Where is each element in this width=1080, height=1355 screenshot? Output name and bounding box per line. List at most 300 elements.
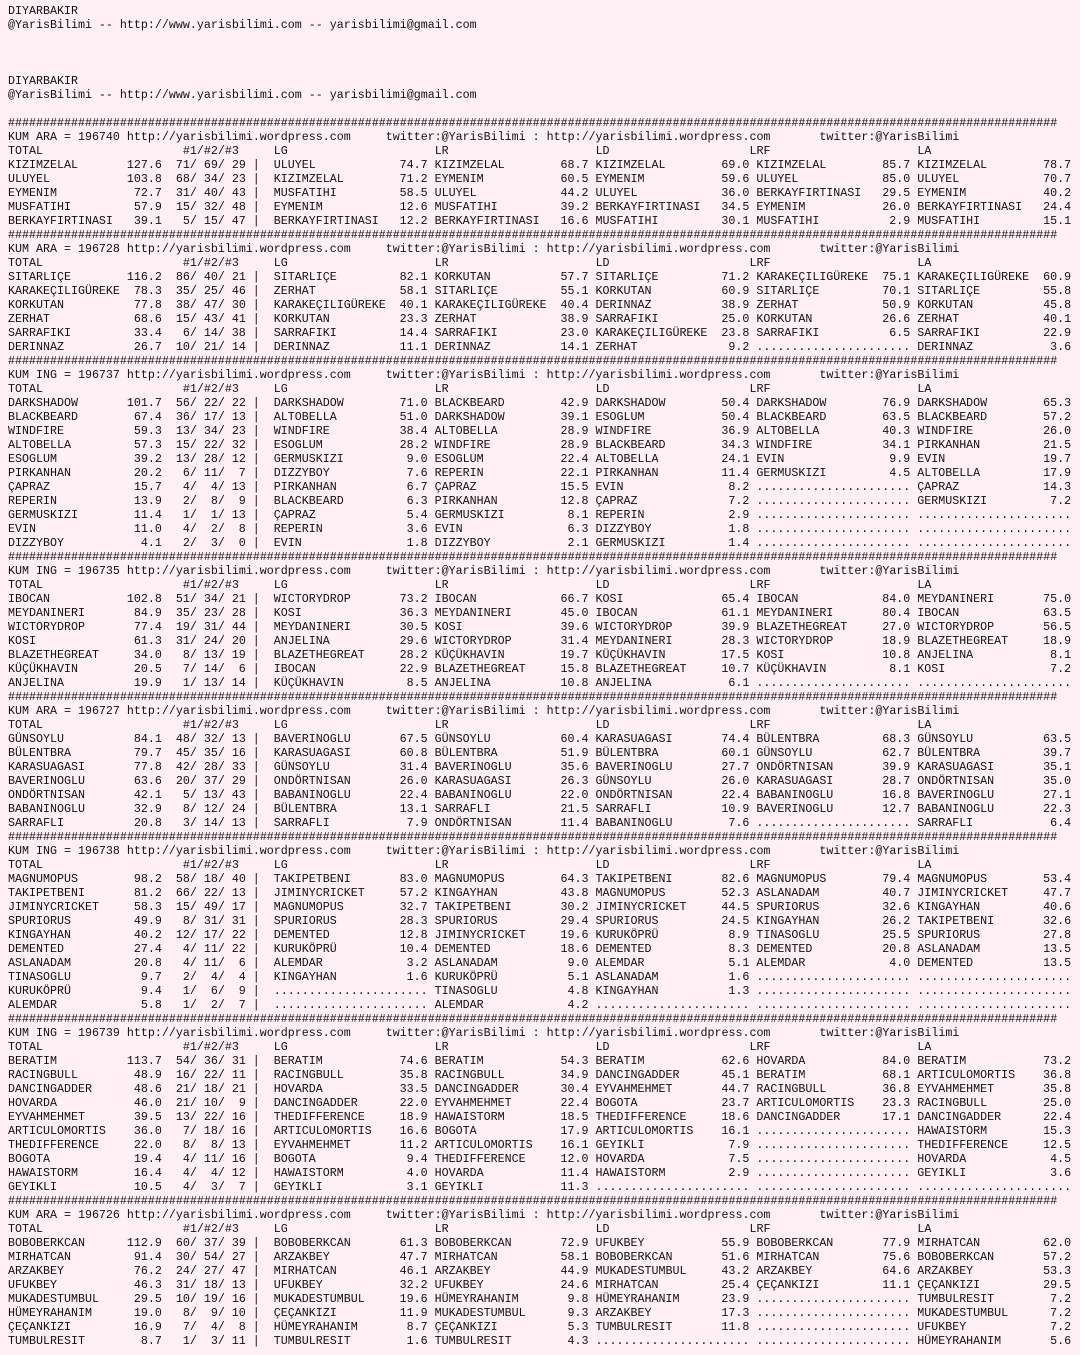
lrf-entry	[756, 186, 910, 200]
lr-entry	[435, 662, 589, 676]
lr-score: 54.3	[560, 1054, 589, 1068]
result-row	[8, 1082, 1080, 1096]
total-name: TAKIPETBENI	[8, 886, 85, 900]
la-entry	[917, 956, 1071, 970]
lr-name: KORKUTAN	[434, 270, 491, 284]
lg-score: 7.9	[406, 816, 428, 830]
total-name: BLAZETHEGREAT	[8, 648, 99, 662]
lrf-entry	[756, 732, 910, 746]
lrf-score: 4.5	[889, 466, 911, 480]
la-entry	[917, 1166, 1071, 1180]
ld-entry	[596, 760, 750, 774]
lg-score: 16.6	[399, 1124, 428, 1138]
la-name: ONDÖRTNISAN	[917, 774, 995, 788]
ld-entry	[596, 802, 750, 816]
la-name: HÜMEYRAHANIM	[917, 1334, 1002, 1348]
lr-entry	[435, 466, 589, 480]
ld-entry	[596, 900, 750, 914]
lg-name: DIZZYBOY	[273, 466, 330, 480]
lr-score: 72.9	[560, 1236, 589, 1250]
result-row	[8, 1152, 1080, 1166]
result-row	[8, 928, 1080, 942]
lr-score: 30.4	[560, 1082, 589, 1096]
column-headers	[8, 144, 1080, 158]
lr-name: BLAZETHEGREAT	[434, 662, 526, 676]
lg-name: ÇEÇANKIZI	[273, 1306, 337, 1320]
header-lg: LG	[273, 256, 288, 270]
lg-score: 33.5	[399, 1082, 428, 1096]
lr-name: WINDFIRE	[434, 438, 491, 452]
lg-score: 58.5	[399, 186, 428, 200]
placings: 68/ 34/ 23	[175, 172, 246, 186]
column-divider: |	[252, 494, 260, 508]
lg-score: 71.0	[399, 396, 428, 410]
total-score: 78.3	[133, 284, 162, 298]
blank-line	[8, 102, 1080, 116]
la-name: ZERHAT	[917, 312, 960, 326]
lg-name: MAGNUMOPUS	[273, 900, 344, 914]
placings: 2/ 8/ 9	[182, 494, 246, 508]
lrf-name: IBOCAN	[756, 592, 799, 606]
la-entry	[917, 200, 1071, 214]
ld-score: 74.4	[721, 732, 750, 746]
result-row	[8, 326, 1080, 340]
lrf-entry	[756, 438, 910, 452]
la-name: BLACKBEARD	[917, 410, 988, 424]
ld-entry	[596, 746, 750, 760]
ld-entry	[596, 214, 750, 228]
column-divider: |	[252, 200, 260, 214]
total-name: KARASUAGASI	[8, 760, 85, 774]
ld-score: 50.4	[721, 396, 750, 410]
la-entry	[917, 662, 1071, 676]
lrf-name: KOSI	[756, 648, 785, 662]
lrf-entry	[756, 872, 910, 886]
la-entry	[917, 886, 1071, 900]
lg-score: 36.3	[399, 606, 428, 620]
lr-score: 18.5	[560, 1110, 589, 1124]
total-score: 72.7	[133, 186, 162, 200]
lg-entry	[274, 648, 428, 662]
la-score: 57.2	[1043, 410, 1072, 424]
lr-score: 29.4	[560, 914, 589, 928]
lg-name: TUMBULRESIT	[273, 1334, 351, 1348]
placings: 4/ 11/ 16	[182, 1152, 246, 1166]
ld-score: 6.1	[728, 676, 750, 690]
la-score: 17.9	[1043, 466, 1072, 480]
lr-score: 11.4	[560, 816, 589, 830]
la-score: 39.7	[1043, 746, 1072, 760]
lg-score: 1.6	[406, 1334, 428, 1348]
ld-entry	[596, 592, 750, 606]
total-name: EVIN	[8, 522, 36, 536]
lg-name: ANJELINA	[273, 634, 330, 648]
total-name: KURUKÖPRÜ	[8, 984, 71, 998]
result-row	[8, 1320, 1080, 1334]
ld-score: 45.1	[721, 1068, 750, 1082]
lg-score: 9.4	[406, 1152, 428, 1166]
lg-score: 28.3	[399, 914, 428, 928]
la-name: JIMINYCRICKET	[917, 886, 1009, 900]
lrf-empty-filler: ......................	[756, 970, 911, 984]
la-score: 4.5	[1050, 1152, 1072, 1166]
lrf-name: ARTICULOMORTIS	[756, 1096, 855, 1110]
lr-name: ÇAPRAZ	[434, 480, 477, 494]
site-title: DIYARBAKIR	[8, 74, 78, 88]
column-divider: |	[252, 788, 260, 802]
lrf-name: DANCINGADDER	[756, 1110, 841, 1124]
result-row	[8, 1180, 1080, 1194]
placings: 10/ 19/ 16	[175, 1292, 246, 1306]
lg-entry	[274, 1152, 428, 1166]
lg-name: KINGAYHAN	[273, 970, 337, 984]
la-score: 53.3	[1043, 1264, 1072, 1278]
la-entry	[917, 1138, 1071, 1152]
la-score: 56.5	[1043, 620, 1072, 634]
la-name: ÇAPRAZ	[917, 480, 960, 494]
total-score: 32.9	[133, 802, 162, 816]
lrf-score: 34.1	[882, 438, 911, 452]
lg-entry	[274, 774, 428, 788]
la-entry	[917, 1278, 1071, 1292]
ld-score: 38.9	[721, 298, 750, 312]
result-row	[8, 1334, 1080, 1348]
la-score: 12.5	[1043, 1138, 1072, 1152]
lg-name: HOVARDA	[273, 1082, 323, 1096]
lg-score: 4.0	[406, 1166, 428, 1180]
lrf-score: 28.7	[882, 774, 911, 788]
la-name: SARRAFLI	[917, 816, 974, 830]
race-id: KUM ING = 196737	[8, 368, 120, 382]
lg-score: 82.1	[399, 270, 428, 284]
la-name: KARASUAGASI	[917, 760, 995, 774]
ld-entry	[596, 1096, 750, 1110]
la-entry	[917, 592, 1071, 606]
lr-name: RACINGBULL	[434, 1068, 505, 1082]
lr-score: 42.9	[560, 396, 589, 410]
ld-name: KARAKEÇILIGÜREKE	[595, 326, 708, 340]
la-name: BLAZETHEGREAT	[917, 634, 1009, 648]
header-lg: LG	[273, 382, 288, 396]
lr-score: 35.6	[560, 760, 589, 774]
la-score: 6.4	[1050, 816, 1072, 830]
ld-score: 43.2	[721, 1264, 750, 1278]
la-entry	[917, 788, 1071, 802]
lrf-score: 26.0	[882, 200, 911, 214]
la-name: MIRHATCAN	[917, 1236, 981, 1250]
la-entry	[917, 620, 1071, 634]
lg-name: BOBOBERKCAN	[273, 1236, 351, 1250]
lg-name: MUKADESTUMBUL	[273, 1292, 365, 1306]
lg-entry	[274, 508, 428, 522]
lrf-entry	[756, 802, 910, 816]
header-lrf: LRF	[749, 718, 771, 732]
total-name: SARRAFLI	[8, 816, 64, 830]
lg-name: JIMINYCRICKET	[273, 886, 365, 900]
lg-name: SARRAFIKI	[273, 326, 337, 340]
lg-entry	[274, 1124, 428, 1138]
column-divider: |	[252, 886, 260, 900]
la-score: 7.2	[1050, 662, 1072, 676]
lrf-entry	[756, 326, 910, 340]
la-score: 19.7	[1043, 452, 1072, 466]
lg-name: TAKIPETBENI	[273, 872, 351, 886]
total-score: 5.8	[140, 998, 162, 1012]
lrf-name: MAGNUMOPUS	[756, 872, 827, 886]
la-score: 3.6	[1050, 1166, 1072, 1180]
lr-name: HOVARDA	[434, 1166, 484, 1180]
la-score: 47.7	[1043, 886, 1072, 900]
lr-name: KURUKÖPRÜ	[434, 970, 498, 984]
ld-score: 52.3	[721, 886, 750, 900]
total-score: 20.8	[133, 956, 162, 970]
lrf-entry	[756, 928, 910, 942]
placings: 71/ 69/ 29	[175, 158, 246, 172]
ld-score: 36.0	[721, 186, 750, 200]
lr-entry	[435, 816, 589, 830]
colon-separator: :	[532, 368, 540, 382]
ld-name: MEYDANINERI	[595, 634, 673, 648]
lg-score: 3.6	[406, 522, 428, 536]
lrf-name: ULUYEL	[756, 172, 799, 186]
la-score: 26.0	[1043, 424, 1072, 438]
la-empty-filler: ......................	[917, 508, 1072, 522]
lr-name: HÜMEYRAHANIM	[434, 1292, 519, 1306]
lg-entry	[274, 410, 428, 424]
ld-score: 10.7	[721, 662, 750, 676]
la-name: KORKUTAN	[917, 298, 974, 312]
ld-name: MAGNUMOPUS	[595, 886, 666, 900]
result-row	[8, 676, 1080, 690]
lrf-score: 84.0	[882, 592, 911, 606]
lrf-score: 16.8	[882, 788, 911, 802]
lg-entry	[274, 214, 428, 228]
lrf-entry	[756, 788, 910, 802]
lg-name: KORKUTAN	[273, 312, 330, 326]
placings: 7/ 18/ 16	[182, 1124, 246, 1138]
lr-entry	[435, 480, 589, 494]
placings: 2/ 4/ 4	[182, 970, 246, 984]
lg-score: 28.2	[399, 438, 428, 452]
lr-entry	[435, 1236, 589, 1250]
lrf-entry	[756, 1278, 910, 1292]
blog-link: http://yarisbilimi.wordpress.com	[546, 242, 771, 256]
header-lr: LR	[434, 256, 449, 270]
total-name: HÜMEYRAHANIM	[8, 1306, 92, 1320]
twitter-handle: twitter:@YarisBilimi	[385, 368, 526, 382]
la-name: SPURIORUS	[917, 928, 981, 942]
total-score: 34.0	[133, 648, 162, 662]
header-ld: LD	[595, 382, 610, 396]
header-lrf: LRF	[749, 256, 771, 270]
la-name: ULUYEL	[917, 172, 960, 186]
ld-name: GEYIKLI	[595, 1138, 645, 1152]
ld-name: ANJELINA	[595, 676, 652, 690]
lr-name: UFUKBEY	[434, 1278, 484, 1292]
lg-entry	[274, 1110, 428, 1124]
ld-entry	[596, 452, 750, 466]
colon-separator: :	[532, 130, 540, 144]
placings: 31/ 18/ 13	[175, 1278, 246, 1292]
lr-score: 34.9	[560, 1068, 589, 1082]
ld-name: KORKUTAN	[595, 284, 652, 298]
la-entry	[917, 1152, 1071, 1166]
lg-entry	[274, 592, 428, 606]
twitter-handle: twitter:@YarisBilimi	[819, 704, 960, 718]
la-name: KIZIMZELAL	[917, 158, 988, 172]
ld-score: 59.6	[721, 172, 750, 186]
total-name: MIRHATCAN	[8, 1250, 71, 1264]
la-score: 18.9	[1043, 634, 1072, 648]
lrf-name: KIZIMZELAL	[756, 158, 827, 172]
lr-entry	[435, 1068, 589, 1082]
blog-link: http://yarisbilimi.wordpress.com	[126, 1208, 351, 1222]
la-entry	[917, 1124, 1071, 1138]
lr-entry	[435, 914, 589, 928]
total-score: 39.1	[133, 214, 162, 228]
la-score: 7.2	[1050, 494, 1072, 508]
la-score: 60.9	[1043, 270, 1072, 284]
la-name: GERMUSKIZI	[917, 494, 988, 508]
lg-score: 7.6	[406, 466, 428, 480]
lr-entry	[435, 494, 589, 508]
total-score: 61.3	[133, 634, 162, 648]
lr-score: 60.4	[560, 732, 589, 746]
lr-entry	[435, 620, 589, 634]
ld-name: BAVERINOGLU	[595, 760, 673, 774]
la-entry	[917, 648, 1071, 662]
placings: 5/ 15/ 47	[182, 214, 246, 228]
result-row	[8, 438, 1080, 452]
la-entry	[917, 186, 1071, 200]
total-score: 33.4	[133, 326, 162, 340]
lrf-name: ALEMDAR	[756, 956, 806, 970]
la-score: 7.2	[1050, 1306, 1072, 1320]
lg-name: THEDIFFERENCE	[273, 1110, 365, 1124]
column-divider: |	[252, 326, 260, 340]
lg-score: 22.4	[399, 788, 428, 802]
header-places: #1/#2/#3	[182, 578, 239, 592]
placings: 6/ 14/ 38	[182, 326, 246, 340]
lg-name: MIRHATCAN	[273, 1264, 337, 1278]
ld-score: 34.3	[721, 438, 750, 452]
la-entry	[917, 634, 1071, 648]
hash-rule: ######################################################################################################################################################	[8, 830, 1058, 844]
ld-empty-filler: ......................	[595, 1334, 750, 1348]
la-score: 7.2	[1050, 1320, 1072, 1334]
lrf-empty-filler: ......................	[756, 536, 911, 550]
colon-separator: :	[532, 564, 540, 578]
la-score: 22.4	[1043, 1110, 1072, 1124]
lg-name: KARAKEÇILIGÜREKE	[273, 298, 386, 312]
total-name: REPERIN	[8, 494, 57, 508]
lg-score: 30.5	[399, 620, 428, 634]
ld-name: DEMENTED	[595, 942, 652, 956]
twitter-handle: twitter:@YarisBilimi	[385, 704, 526, 718]
la-name: SITARLIÇE	[917, 284, 981, 298]
ld-entry	[596, 788, 750, 802]
la-score: 22.9	[1043, 326, 1072, 340]
lrf-empty-filler: ......................	[756, 998, 911, 1012]
total-name: EYMENIM	[8, 186, 57, 200]
result-row	[8, 648, 1080, 662]
lg-score: 9.0	[406, 452, 428, 466]
result-row	[8, 1124, 1080, 1138]
lrf-entry	[756, 634, 910, 648]
result-row	[8, 760, 1080, 774]
lrf-entry	[756, 886, 910, 900]
column-divider: |	[252, 900, 260, 914]
la-entry	[917, 746, 1071, 760]
lrf-score: 20.8	[882, 942, 911, 956]
total-score: 8.7	[140, 1334, 162, 1348]
la-empty-filler: ......................	[917, 984, 1072, 998]
header-places: #1/#2/#3	[182, 382, 239, 396]
lrf-score: 23.3	[882, 1096, 911, 1110]
total-score: 116.2	[126, 270, 162, 284]
lr-name: MEYDANINERI	[434, 606, 512, 620]
total-score: 26.7	[133, 340, 162, 354]
total-score: 36.0	[133, 1124, 162, 1138]
ld-score: 17.5	[721, 648, 750, 662]
header-total: TOTAL	[8, 1040, 43, 1054]
ld-entry	[596, 186, 750, 200]
lr-score: 6.3	[567, 522, 589, 536]
lrf-score: 39.9	[882, 760, 911, 774]
lg-score: 74.7	[399, 158, 428, 172]
total-score: 77.8	[133, 298, 162, 312]
result-row	[8, 1138, 1080, 1152]
ld-name: BLAZETHEGREAT	[595, 662, 687, 676]
la-name: ARZAKBEY	[917, 1264, 974, 1278]
lr-name: BERATIM	[434, 1054, 484, 1068]
header-lr: LR	[434, 718, 449, 732]
lg-score: 6.7	[406, 480, 428, 494]
la-score: 36.8	[1043, 1068, 1072, 1082]
column-divider: |	[252, 1334, 260, 1348]
la-name: EVIN	[917, 452, 946, 466]
separator-rule	[8, 690, 1080, 704]
lrf-score: 68.3	[882, 732, 911, 746]
result-row	[8, 1278, 1080, 1292]
lg-score: 22.0	[399, 1096, 428, 1110]
lg-entry	[274, 1068, 428, 1082]
lr-name: BABANINOGLU	[434, 788, 512, 802]
total-name: DARKSHADOW	[8, 396, 78, 410]
column-headers	[8, 1040, 1080, 1054]
la-score: 78.7	[1043, 158, 1072, 172]
lr-score: 9.8	[567, 1292, 589, 1306]
lrf-entry	[756, 452, 910, 466]
total-name: KOSI	[8, 634, 36, 648]
lg-score: 32.7	[399, 900, 428, 914]
lr-name: SPURIORUS	[434, 914, 498, 928]
lrf-entry	[756, 270, 910, 284]
lrf-entry	[756, 662, 910, 676]
ld-entry	[596, 424, 750, 438]
la-name: UFUKBEY	[917, 1320, 967, 1334]
lrf-score: 12.7	[882, 802, 911, 816]
lg-entry	[274, 270, 428, 284]
la-name: MUSFATIHI	[917, 214, 981, 228]
lrf-name: KARAKEÇILIGÜREKE	[756, 270, 869, 284]
column-divider: |	[252, 1306, 260, 1320]
ld-entry	[596, 1068, 750, 1082]
la-name: GEYIKLI	[917, 1166, 967, 1180]
lr-entry	[435, 760, 589, 774]
lg-entry	[274, 480, 428, 494]
ld-name: BABANINOGLU	[595, 816, 673, 830]
